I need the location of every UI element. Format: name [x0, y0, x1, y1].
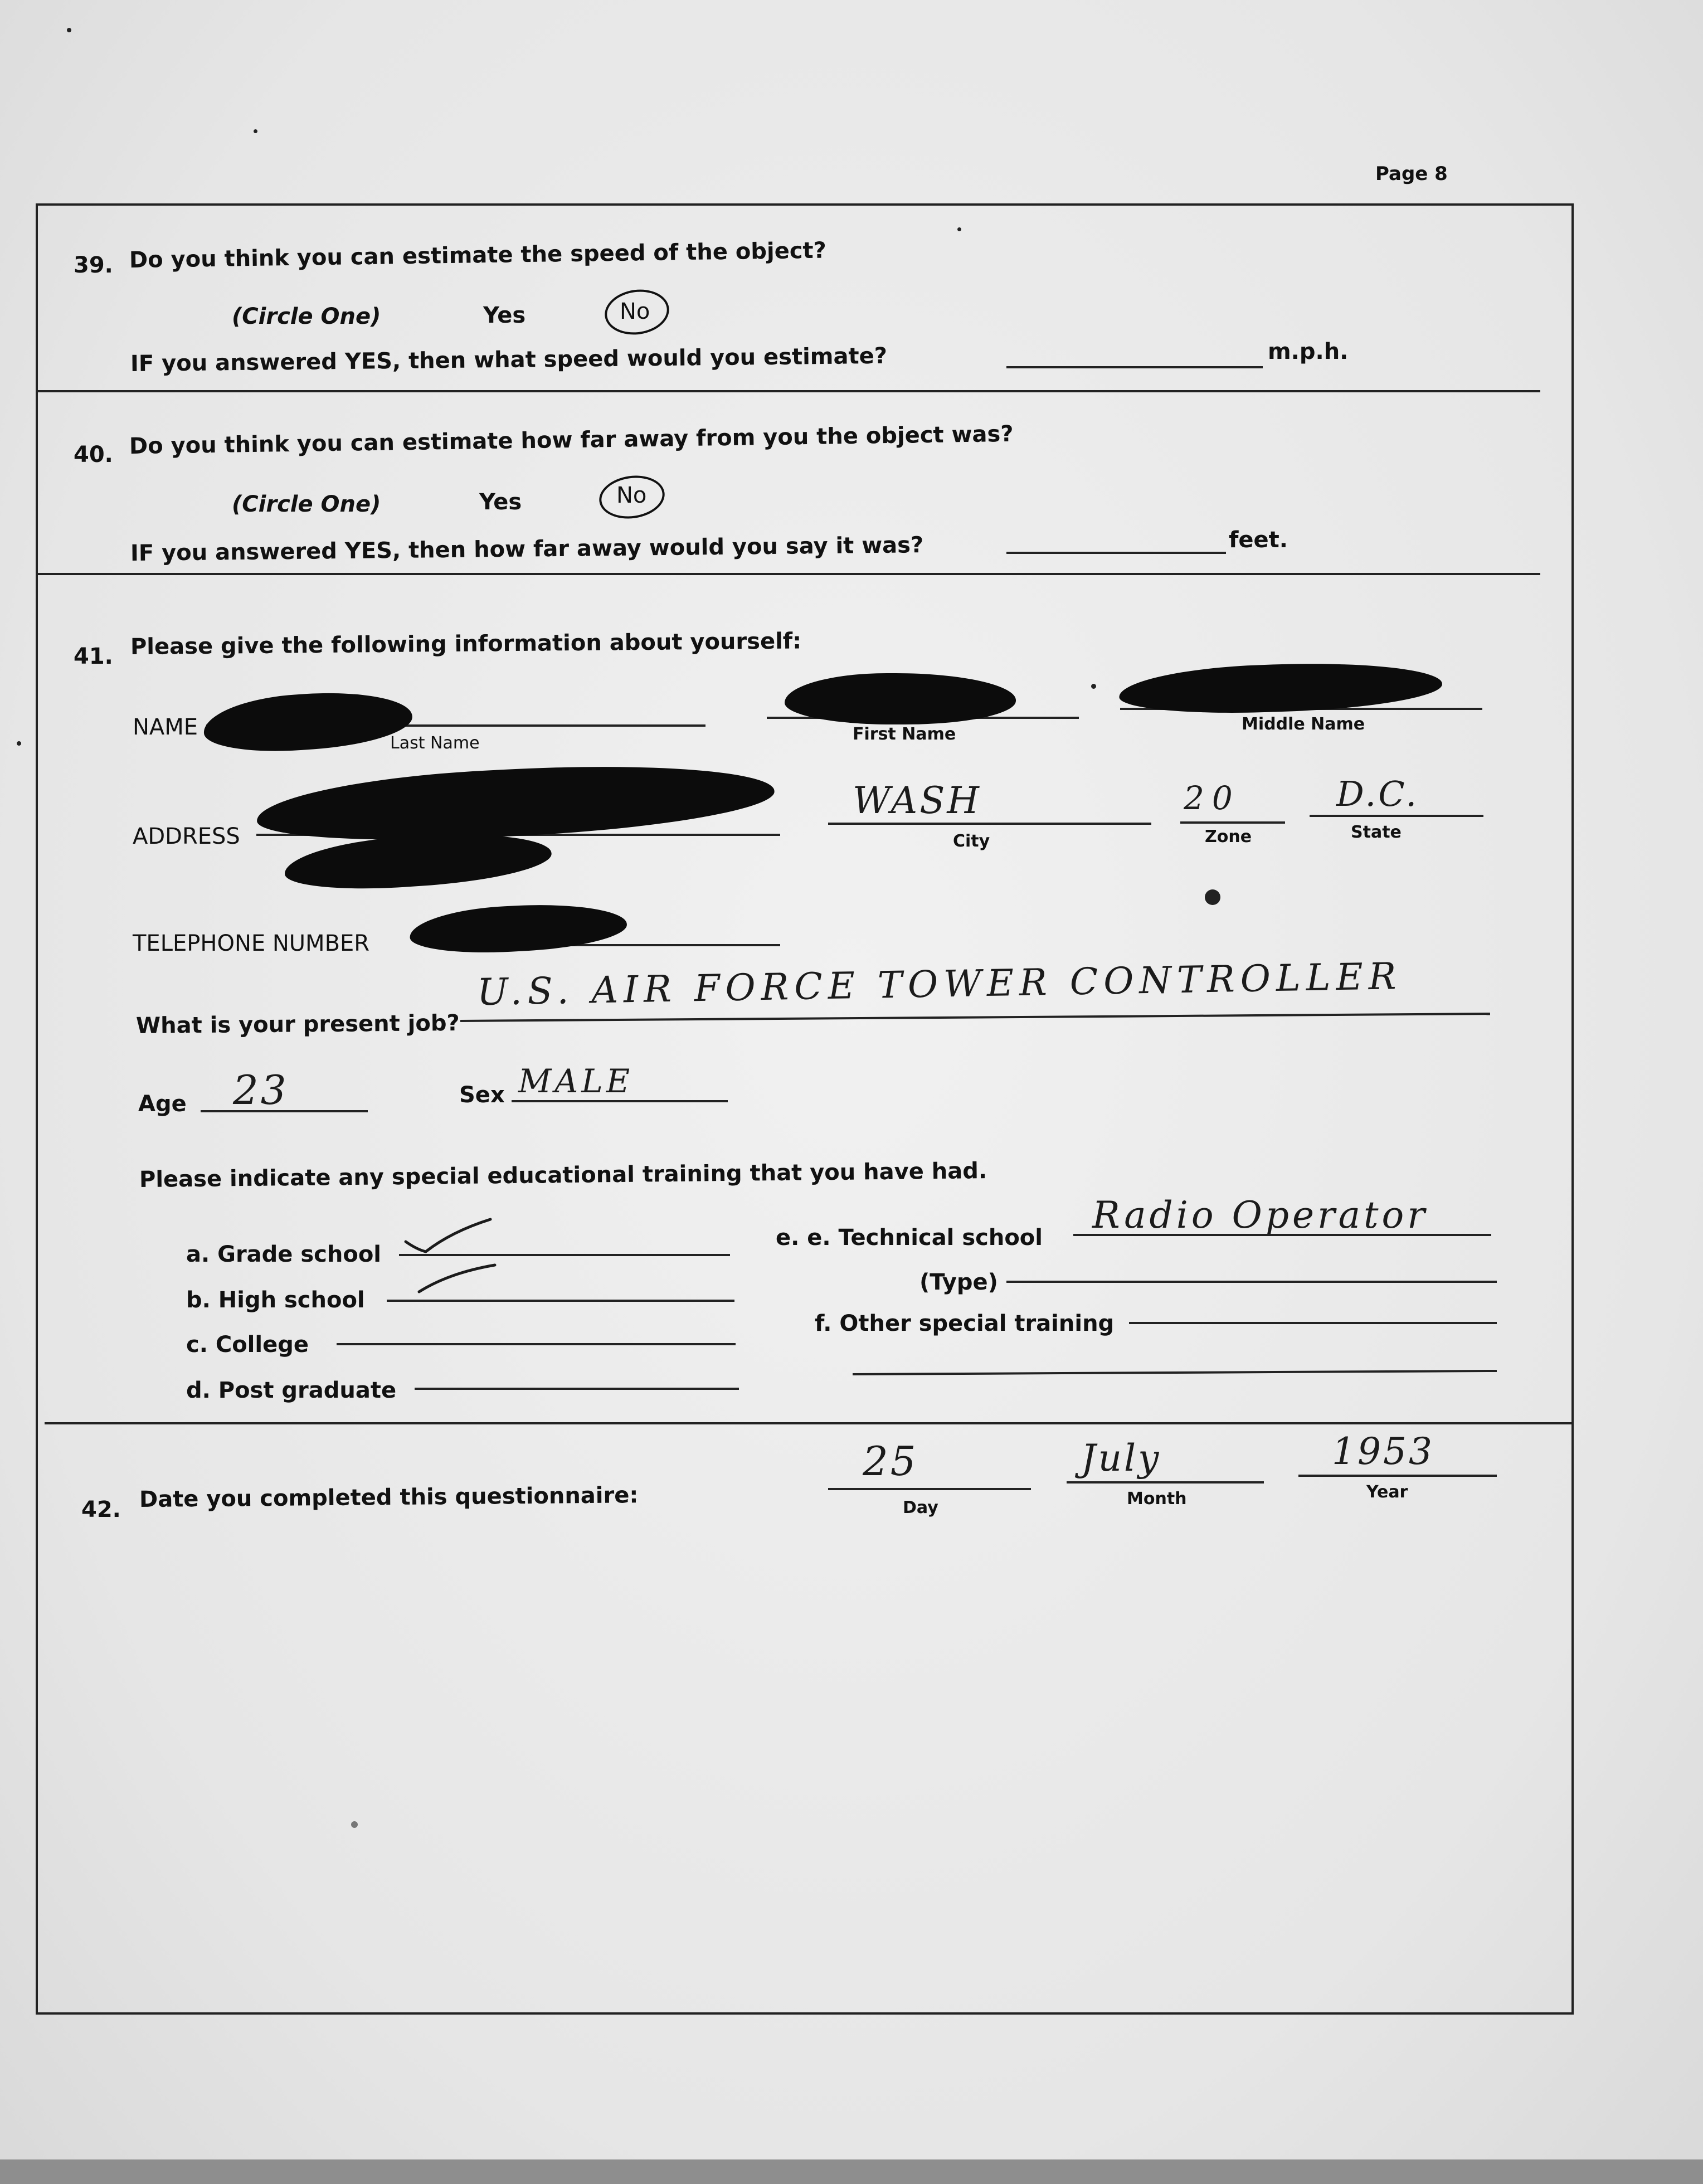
scan-speck	[17, 741, 21, 746]
q39-option-yes[interactable]: Yes	[483, 303, 526, 328]
q40-option-no[interactable]: No	[616, 483, 647, 508]
technical-school-type: (Type)	[919, 1269, 998, 1295]
middle-name-caption: Middle Name	[1242, 714, 1365, 734]
job-label: What is your present job?	[135, 1010, 460, 1039]
education-technical-school: e. e. Technical school	[776, 1225, 1043, 1251]
grade-school-checkmark	[401, 1215, 496, 1259]
q39-option-no[interactable]: No	[620, 299, 650, 324]
day-caption: Day	[903, 1498, 938, 1517]
zone-caption: Zone	[1205, 827, 1252, 847]
address-label: ADDRESS	[133, 824, 240, 849]
state-caption: State	[1351, 823, 1402, 842]
q40-circle-label: (Circle One)	[232, 492, 381, 517]
day-line[interactable]	[828, 1488, 1031, 1490]
year-line[interactable]	[1298, 1475, 1497, 1477]
section-divider	[36, 390, 1540, 392]
q41-number: 41.	[74, 644, 113, 669]
age-value: 23	[233, 1067, 289, 1113]
q39-question: Do you think you can estimate the speed of the object?	[129, 237, 827, 273]
month-caption: Month	[1127, 1489, 1187, 1509]
day-value: 25	[863, 1438, 918, 1485]
q39-unit: m.p.h.	[1268, 339, 1349, 364]
q39-circle-label: (Circle One)	[232, 304, 381, 329]
q41-prompt: Please give the following information about yourself:	[130, 628, 802, 660]
city-value: WASH	[853, 779, 981, 822]
q39-speed-line[interactable]	[1006, 366, 1263, 368]
zone-value: 20	[1184, 779, 1240, 817]
college-line[interactable]	[337, 1343, 736, 1345]
month-value: July	[1081, 1437, 1161, 1480]
first-name-caption: First Name	[853, 724, 956, 744]
q40-question: Do you think you can estimate how far away from you the object was?	[129, 421, 1014, 459]
q39-number: 39.	[74, 252, 113, 278]
other-training-line[interactable]	[1129, 1322, 1497, 1324]
year-value: 1953	[1332, 1430, 1434, 1473]
high-school-checkmark	[416, 1262, 499, 1301]
year-caption: Year	[1366, 1482, 1408, 1502]
sex-value: MALE	[518, 1062, 634, 1100]
telephone-label: TELEPHONE NUMBER	[133, 931, 370, 956]
age-label: Age	[138, 1091, 187, 1117]
q40-followup: IF you answered YES, then how far away would you say it was?	[130, 532, 924, 566]
last-name-caption: Last Name	[390, 733, 480, 753]
city-caption: City	[953, 831, 990, 851]
scan-speck	[67, 28, 71, 32]
education-other-training: f. Other special training	[815, 1311, 1115, 1336]
education-grade-school: a. Grade school	[186, 1242, 382, 1267]
education-prompt: Please indicate any special educational training that you have had.	[139, 1158, 987, 1193]
q40-number: 40.	[74, 442, 113, 468]
name-label: NAME	[133, 714, 198, 740]
q42-number: 42.	[81, 1497, 121, 1523]
education-post-graduate: d. Post graduate	[186, 1378, 397, 1403]
education-high-school: b. High school	[186, 1287, 365, 1313]
section-divider	[45, 1422, 1571, 1424]
month-line[interactable]	[1067, 1481, 1264, 1483]
technical-type-line[interactable]	[1006, 1281, 1497, 1283]
sex-label: Sex	[459, 1082, 505, 1108]
q40-unit: feet.	[1229, 527, 1288, 553]
city-line[interactable]	[828, 823, 1151, 825]
page-number: Page 8	[1375, 163, 1448, 185]
q40-distance-line[interactable]	[1006, 552, 1226, 554]
job-value: U.S. AIR FORCE TOWER CONTROLLER	[476, 955, 1402, 1014]
redaction-first-name	[785, 673, 1016, 724]
post-graduate-line[interactable]	[415, 1388, 739, 1390]
state-value: D.C.	[1336, 774, 1419, 814]
state-line[interactable]	[1310, 815, 1483, 817]
q42-prompt: Date you completed this questionnaire:	[139, 1482, 639, 1512]
section-divider	[36, 573, 1540, 575]
education-college: c. College	[186, 1332, 309, 1358]
scan-edge	[0, 2159, 1703, 2184]
sex-line[interactable]	[512, 1100, 728, 1102]
q40-option-yes[interactable]: Yes	[479, 489, 522, 515]
technical-school-value: Radio Operator	[1092, 1194, 1428, 1237]
age-line[interactable]	[201, 1110, 368, 1112]
technical-school-line[interactable]	[1073, 1234, 1491, 1236]
scan-speck	[254, 129, 257, 133]
q39-followup: IF you answered YES, then what speed would you estimate?	[130, 343, 888, 377]
zone-line[interactable]	[1180, 821, 1285, 824]
